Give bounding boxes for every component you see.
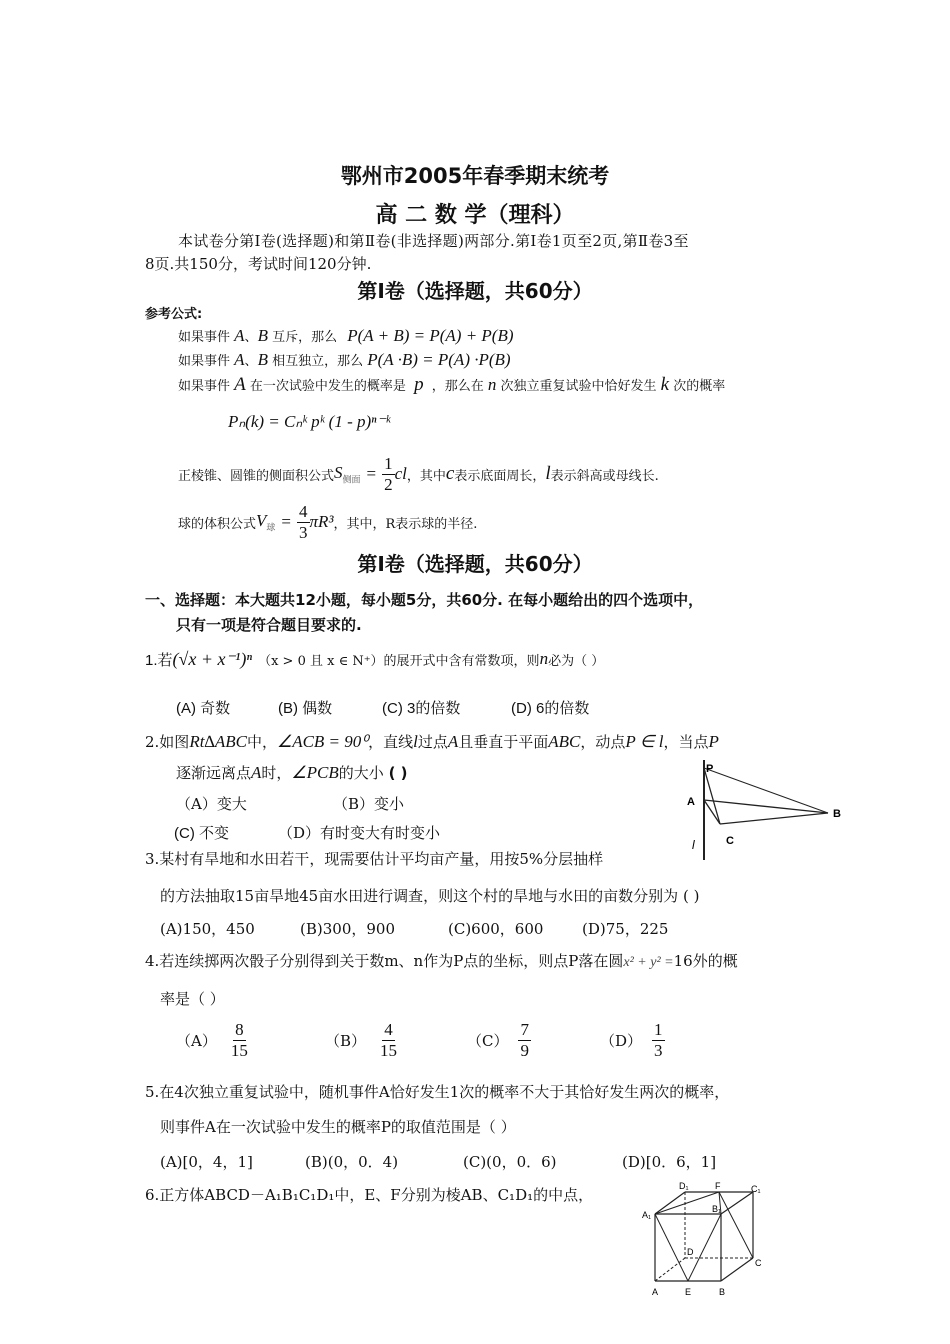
q1-option-c: (C) 3的倍数 <box>382 700 461 717</box>
label-a1: A₁ <box>642 1210 652 1220</box>
q5-option-c: (C)(0，0．6) <box>463 1153 557 1171</box>
segment-cb <box>720 813 828 824</box>
cone-formula: 正棱锥、圆锥的侧面积公式 $S_{侧面}$ = $\frac{1}{2}$ cl ，其中 c 表示底面周长， l 表示斜高或母线长. <box>178 453 659 494</box>
label-a: A <box>652 1287 659 1297</box>
question-2-line-1: 2.如图Rt∆ABC中，∠ACB = 90⁰，直线l过点A且垂直于平面ABC，动点P ∈ l，当点P <box>145 732 719 751</box>
segment-ac <box>704 800 720 824</box>
q4-option-c: （C） $\frac{7}{9}$ <box>467 1020 529 1060</box>
q4-option-a: （A） $\frac{8}{15}$ <box>176 1020 248 1060</box>
label-c: C <box>755 1258 762 1268</box>
q3-option-c: (C)600，600 <box>448 920 544 938</box>
q1-option-a: (A) 奇数 <box>176 700 231 717</box>
q1-option-b: (B) 偶数 <box>278 700 333 717</box>
page-title: 鄂州市2005年春季期末统考 <box>340 164 610 188</box>
label-a: A <box>687 796 695 808</box>
formula-heading: 参考公式: <box>145 307 203 322</box>
ball-formula: 球的体积公式 $V_球$ = $\frac{4}{3}$ πR³ ，其中，R表示球的半径. <box>178 501 478 542</box>
label-b1: B₁ <box>712 1204 722 1214</box>
q5-option-d: (D)[0．6，1] <box>622 1153 717 1171</box>
formula-1-expr: P(A + B) = P(A) + P(B) <box>347 326 514 345</box>
label-f: F <box>715 1181 721 1191</box>
q5-option-b: (B)(0，0．4) <box>305 1153 399 1171</box>
q2-option-a: （A）变大 <box>176 795 247 813</box>
formula-1: 如果事件 A、B 互斥，那么 P(A + B) = P(A) + P(B) <box>178 326 514 345</box>
section1-line-1: 一、选择题：本大题共12小题，每小题5分，共60分. 在每小题给出的四个选项中， <box>145 591 704 609</box>
question-4-line-2: 率是（ ） <box>160 990 225 1008</box>
label-e: E <box>685 1287 692 1297</box>
q1-option-d: (D) 6的倍数 <box>511 700 590 717</box>
part1-heading: 第Ⅰ卷（选择题，共60分） <box>357 279 593 303</box>
q1-expression: (√x + x⁻¹)ⁿ <box>172 648 253 669</box>
label-b: B <box>833 808 841 820</box>
question-3-line-1: 3.某村有旱地和水田若干，现需要估计平均亩产量，用按5%分层抽样 <box>145 850 604 868</box>
q2-figure <box>680 756 850 866</box>
label-c1: C₁ <box>751 1184 761 1194</box>
q4-option-b: （B） $\frac{4}{15}$ <box>325 1020 398 1060</box>
formula-2: 如果事件 A、B 相互独立，那么 P(A ·B) = P(A) ·P(B) <box>178 350 511 369</box>
q3-option-b: (B)300，900 <box>300 920 395 938</box>
part1-heading-2: 第Ⅰ卷（选择题，共60分） <box>357 552 593 576</box>
edge-bc <box>721 1258 753 1281</box>
binomial-formula: Pₙ(k) = Cₙᵏ pᵏ (1 - p)ⁿ⁻ᵏ <box>228 412 391 431</box>
section1-line-2: 只有一项是符合题目要求的. <box>176 616 362 634</box>
question-6-line-1: 6.正方体ABCD－A₁B₁C₁D₁中，E、F分别为棱AB、C₁D₁的中点， <box>145 1186 594 1204</box>
q6-cube-figure <box>635 1178 770 1300</box>
segment-fc <box>719 1192 753 1258</box>
edge-a1d1 <box>655 1192 685 1214</box>
question-2-line-2: 逐渐远离点A时，∠PCB的大小 ( ) <box>176 763 408 782</box>
label-p: P <box>706 763 714 775</box>
page-subtitle: 高 二 数 学（理科） <box>375 203 575 228</box>
q3-option-d: (D)75，225 <box>582 920 669 938</box>
label-d1: D₁ <box>679 1181 689 1191</box>
label-d: D <box>687 1247 694 1257</box>
q3-option-a: (A)150，450 <box>160 920 255 938</box>
formula-3: 如果事件 A 在一次试验中发生的概率是 p ，那么在 n 次独立重复试验中恰好发生 k 次的概率 <box>178 374 726 395</box>
edge-b1c1 <box>721 1192 753 1214</box>
segment-pc <box>704 768 720 824</box>
intro-line-1: 本试卷分第Ⅰ卷(选择题)和第Ⅱ卷(非选择题)两部分.第Ⅰ卷1页至2页,第Ⅱ卷3至 <box>178 232 689 250</box>
label-c: C <box>726 835 734 847</box>
q2-option-d: （D）有时变大有时变小 <box>278 824 441 842</box>
segment-a1f <box>655 1192 722 1214</box>
q2-option-c: (C) 不变 <box>174 825 229 842</box>
question-1: 1.若 (√x + x⁻¹)ⁿ （x > 0 且 x ∈ N⁺）的展开式中含有常数项，则 n 必为（ ） <box>145 648 605 669</box>
q4-option-d: （D） $\frac{1}{3}$ <box>600 1020 663 1060</box>
formula-2-expr: P(A ·B) = P(A) ·P(B) <box>367 350 511 369</box>
question-3-line-2: 的方法抽取15亩旱地45亩水田进行调查，则这个村的旱地与水田的亩数分别为 ( ) <box>160 887 700 905</box>
segment-a1e <box>655 1214 688 1281</box>
label-l: l <box>692 838 695 852</box>
question-5-line-1: 5.在4次独立重复试验中，随机事件A恰好发生1次的概率不大于其恰好发生两次的概率， <box>145 1083 730 1101</box>
q2-option-b: （B）变小 <box>333 795 405 813</box>
q5-option-a: (A)[0，4，1] <box>160 1153 253 1171</box>
question-5-line-2: 则事件A在一次试验中发生的概率P的取值范围是（ ） <box>160 1118 516 1136</box>
intro-line-2: 8页.共150分，考试时间120分钟. <box>145 255 372 273</box>
label-b: B <box>719 1287 726 1297</box>
question-4-line-1: 4.若连续掷两次骰子分别得到关于数m、n作为P点的坐标，则点P落在圆x² + y² =16外的概 <box>145 952 738 970</box>
edge-ad <box>655 1258 685 1281</box>
